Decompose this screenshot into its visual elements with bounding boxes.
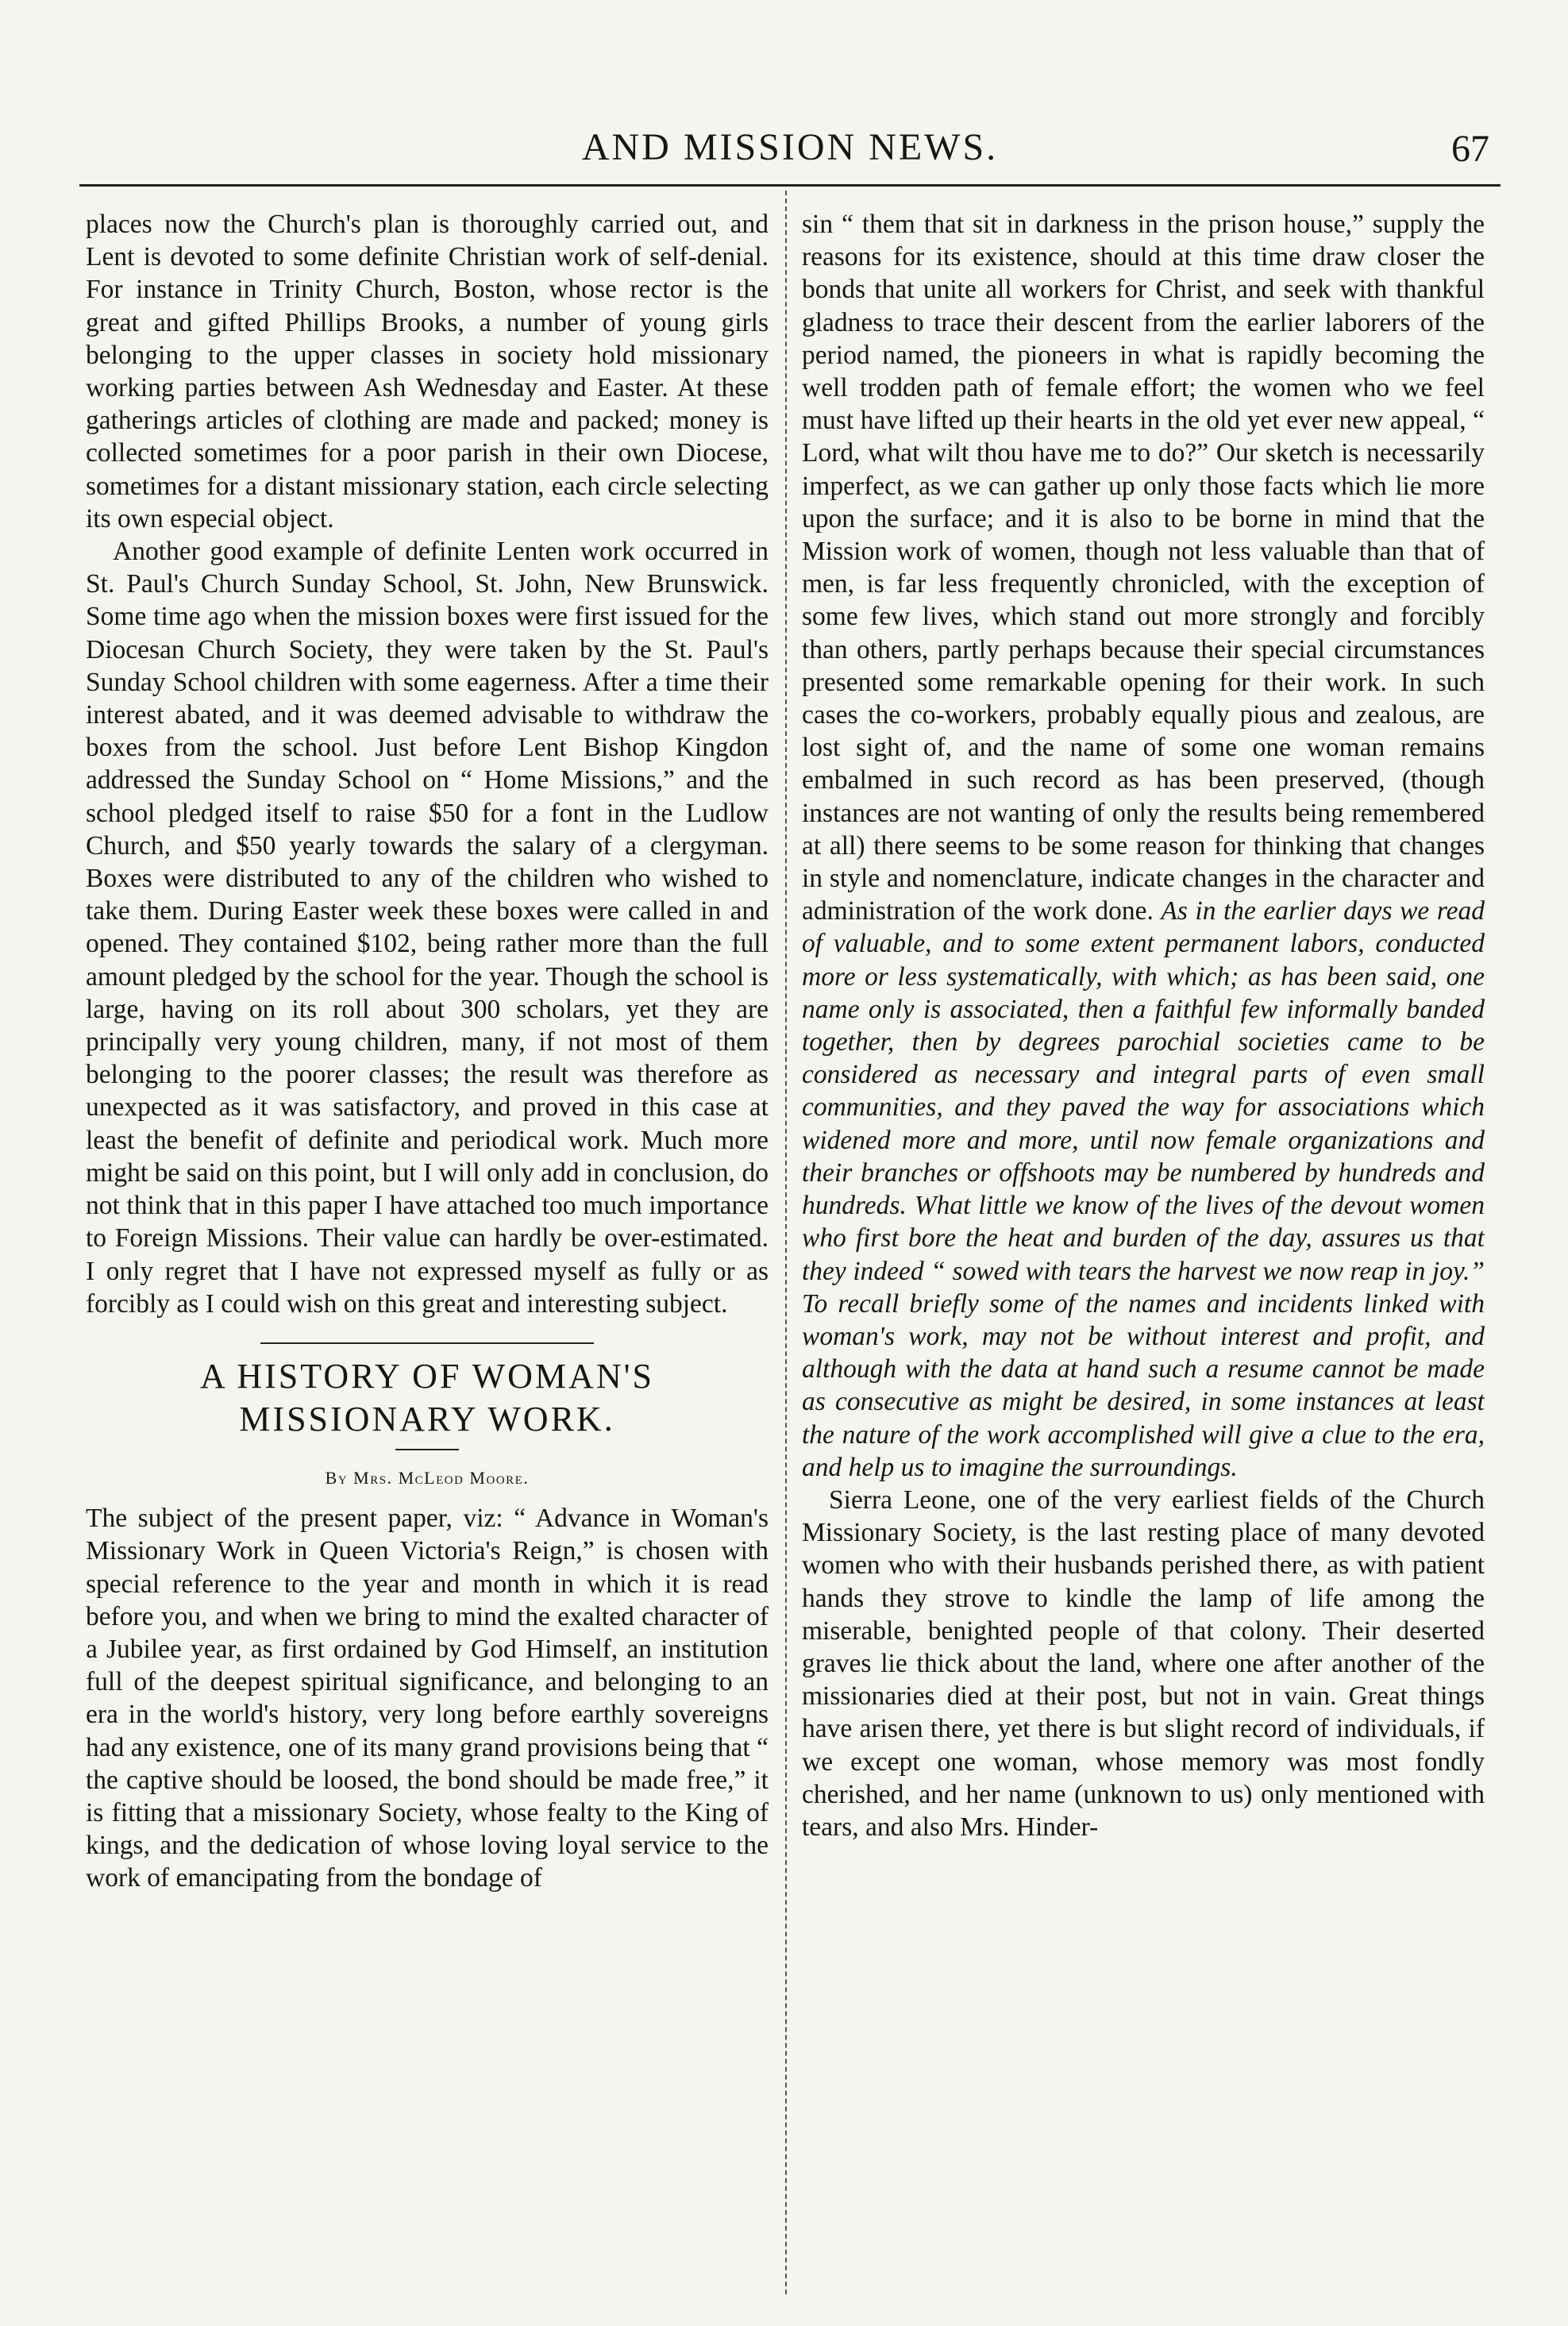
page-header	[79, 119, 1501, 175]
running-title: AND MISSION NEWS.	[581, 126, 999, 168]
paragraph-text: sin “ them that sit in darkness in the prison house,” supply the reasons for its existence, should at this time draw closer the bonds that unite all workers for Christ, and seek with thankful gladness to trace their descent from the earlier laborers of the period named, the pioneers in what is rapidly becoming the well trodden path of female effort; the women who we feel must have lifted up their hearts in the old yet ever new appeal, “ Lord, what wilt thou have me to do?” Our sketch is necessarily imperfect, as we can gather up only those facts which lie more upon the surface; and it is also to be borne in mind that the Mission work of women, though not less valuable than that of men, is far less frequently chronicled, with the exception of some few lives, which stand out more strongly and forcibly than others, partly perhaps because their special circumstances presented some remarkable opening for their work. In such cases the co-workers, probably equally pious and zealous, are lost sight of, and the name of some one woman remains embalmed in such record as has been preserved, (though instances are not wanting of only the results being remembered at all) there seems to be some reason for thinking that changes in style and nomenclature, indicate changes in the character and administration of the work done.	[802, 210, 1485, 926]
paragraph: The subject of the present paper, viz: “ Advance in Woman's Missionary Work in Queen Victoria's Reign,” is chosen with special reference to the year and month in which it is read before you, and when we bring to mind the exalted character of a Jubilee year, as first ordained by God Himself, an institution full of the deepest spiritual significance, and belonging to an era in the world's history, very long before earthly sovereigns had any existence, one of its many grand provisions being that “ the captive should be loosed, the bond should be made free,” it is fitting that a missionary Society, whose fealty to the King of kings, and the dedication of whose loving loyal service to the work of emancipating from the bondage of	[86, 1504, 769, 1893]
column-divider	[785, 191, 787, 2294]
paragraph	[802, 208, 1485, 1484]
page-number: 67	[1451, 128, 1489, 170]
left-column	[86, 208, 769, 2270]
right-column	[802, 208, 1485, 2270]
paragraph: Sierra Leone, one of the very earliest fields of the Church Missionary Society, is the last resting place of many devoted women who with their husbands perished there, as with patient hands they strove to kindle the lamp of life among the miserable, benighted people of that colony. Their deserted graves lie thick about the land, where one after another of the missionaries died at their post, but not in vain. Great things have arisen there, yet there is but slight record of individuals, if we except one woman, whose memory was most fondly cherished, and her name (unknown to us) only mentioned with tears, and also Mrs. Hinder-	[802, 1485, 1485, 1842]
header-rule	[79, 184, 1501, 187]
section-rule	[260, 1342, 594, 1344]
article-title: A HISTORY OF WOMAN'S MISSIONARY WORK.	[200, 1356, 654, 1438]
byline: By Mrs. McLeod Moore.	[325, 1467, 530, 1488]
paragraph: places now the Church's plan is thoroughly carried out, and Lent is devoted to some definite Christian work of self-denial. For instance in Trinity Church, Boston, whose rector is the great and gifted Phillips Brooks, a number of young girls belonging to the upper classes in society hold missionary working parties between Ash Wednesday and Easter. At these gatherings articles of clothing are made and packed; money is collected sometimes for a poor parish in their own Diocese, sometimes for a distant missionary station, each circle selecting its own especial object.	[86, 210, 769, 533]
paragraph: Another good example of definite Lenten work occurred in St. Paul's Church Sunday School, St. John, New Brunswick. Some time ago when the mission boxes were first issued for the Diocesan Church Society, they were taken by the St. Paul's Sunday School children with some eagerness. After a time their interest abated, and it was deemed advisable to withdraw the boxes from the school. Just before Lent Bishop Kingdon addressed the Sunday School on “ Home Missions,” and the school pledged itself to raise $50 for a font in the Ludlow Church, and $50 yearly towards the salary of a clergyman. Boxes were distributed to any of the children who wished to take them. During Easter week these boxes were called in and opened. They contained $102, being rather more than the full amount pledged by the school for the year. Though the school is large, having on its roll about 300 scholars, yet they are principally very young children, many, if not most of them belonging to the poorer classes; the result was therefore as unexpected as it was satisfactory, and proved in this case at least the benefit of definite and periodical work. Much more might be said on this point, but I will only add in conclusion, do not think that in this paper I have attached too much importance to Foreign Missions. Their value can hardly be over-estimated. I only regret that I have not expressed myself as fully or as forcibly as I could wish on this great and interesting subject.	[86, 537, 769, 1319]
paragraph-text-italic: As in the earlier days we read of valuable, and to some extent permanent labors, conducted more or less systematically, with which; as has been said, one name only is associated, then a faithful few informally banded together, then by degrees parochial societies came to be considered as necessary and integral parts of even small communities, and they paved the way for associations which widened more and more, until now female organizations and their branches or offshoots may be numbered by hundreds and hundreds. What little we know of the lives of the devout women who first bore the heat and burden of the day, assures us that they indeed “ sowed with tears the harvest we now reap in joy.” To recall briefly some of the names and incidents linked with woman's work, may not be without interest and profit, and although with the data at hand such a resume cannot be made as consecutive as might be desired, in some instances at least the nature of the work accomplished will give a clue to the era, and help us to imagine the surroundings.	[802, 896, 1485, 1482]
title-rule	[395, 1449, 459, 1450]
